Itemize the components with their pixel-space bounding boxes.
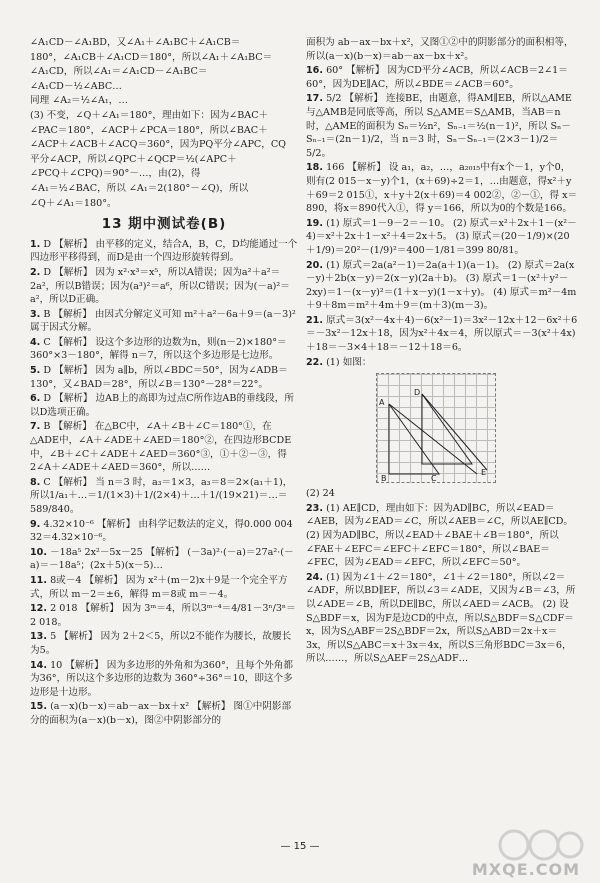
answer-item <box>306 64 578 91</box>
answer-item <box>306 92 578 160</box>
text-line: ∠A₁CD－∠A₁BD，又∠A₁＋∠A₁BC＋∠A₁CB＝ <box>30 37 241 48</box>
answer-item <box>30 630 298 657</box>
text-line: ∠Q＋∠A₁＝180°。 <box>30 197 117 209</box>
answer-text: 面积为 ab－ax－bx＋x²，又图①②中的阴影部分的面积相等，所以(a－x)(b－x)＝ab－ax－bx＋x²。 <box>306 37 574 62</box>
answer-item <box>30 546 298 573</box>
answer-number: 22. <box>306 356 323 368</box>
answer-number: 16. <box>306 65 323 77</box>
answer-number: 18. <box>306 162 323 174</box>
text-line: 平分∠ACP，所以∠QPC＋∠QCP＝½(∠APC＋ <box>30 153 237 165</box>
figure-label-c: C <box>431 474 437 484</box>
answer-item <box>306 502 578 570</box>
text-line: ∠A₁CD－½∠ABC… <box>30 80 122 92</box>
text-line: 180°，∠A₁CB＋∠A₁CD＝180°，所以∠A₁＋∠A₁BC＝ <box>30 51 273 63</box>
answer-item <box>30 238 298 265</box>
triangle-translation-diagram <box>377 374 495 482</box>
answer-text: D 【解析】 因为 x²·x³＝x⁵，所以A错误；因为a²＋a²＝2a²，所以B错误；因为(a³)²＝a⁶，所以C错误；因为(－a)²＝a²，所以D正确。 <box>30 266 290 306</box>
figure-label-a: A <box>379 398 385 408</box>
left-answer-list <box>30 238 298 728</box>
answer-item <box>30 700 298 727</box>
figure-label-b: B <box>381 474 387 484</box>
answer-item <box>30 364 298 391</box>
answer-text: 5 【解析】 因为 2＋2＜5，所以2不能作为腰长，故腰长为5。 <box>30 631 292 656</box>
text-line: 同理 ∠A₂＝½∠A₁，… <box>30 95 128 107</box>
answer-item <box>30 266 298 307</box>
answer-item <box>30 336 298 363</box>
figure-label-e: E <box>481 468 487 478</box>
answer-item <box>30 308 298 335</box>
answer-text: －18a⁵ 2x²－5x－25 【解析】 (－3a)²·(－a)＝27a²·(－a)＝－18a⁵；(2x＋5)(x－5)… <box>30 546 294 572</box>
answer-number: 24. <box>306 571 323 583</box>
left-column <box>30 36 298 729</box>
answer-number: 3. <box>30 308 41 320</box>
answer-number: 14. <box>30 659 47 671</box>
text-line: ∠ACP＋∠ACB＋∠ACQ＝360°，因为PQ平分∠APC，CQ <box>30 139 287 151</box>
figure-label-d: D <box>414 388 421 398</box>
watermark-text: MXQE.COM <box>471 860 580 879</box>
answer-item <box>30 518 298 545</box>
answer-item <box>30 476 298 517</box>
answer-text: 166 【解析】 设 a₁，a₂，…，a₂₀₁₅中有x个－1，y个0，则有(2 015－x－y)个1，(x＋69)÷2＝1，…由题意，得x²＋y＋69＝2 015①，x＋y＋2(x＋69)＝4 002②，②－①，得 x＝890，将x＝890代入①，得 y＝166，所以为0的个数是166。 <box>306 162 578 215</box>
answer-item <box>306 571 578 666</box>
text-line: (3) 不变，∠Q＋∠A₁＝180°，理由如下：因为∠BAC＋ <box>30 109 269 121</box>
right-answer-list-continued <box>306 487 578 666</box>
answer-item <box>306 161 578 215</box>
answer-number: 6. <box>30 393 41 405</box>
answer-text: 5/2 【解析】 连接BE，由题意，得AM∥EB，所以△AME与△AMB是同底等高，所以 S△AME＝S△AMB，当AB＝n时，△AME的面积为 Sₙ＝½n²，Sₙ₋₁＝½(n－1)²，所以 Sₙ－Sₙ₋₁＝(2n－1)/2，当 n＝3 时，Sₙ－Sₙ₋₁＝(2×3－1)/2＝5/2。 <box>306 93 572 159</box>
answer-item <box>30 420 298 474</box>
answer-text: D 【解析】 因为 a∥b，所以∠BDC＝50°，因为∠ADB＝130°，又∠BAD＝28°，所以∠B＝130°－28°＝22°。 <box>30 365 288 390</box>
answer-number: 2. <box>30 266 41 278</box>
answer-number: 9. <box>30 518 41 530</box>
grid-figure <box>376 373 496 483</box>
right-answer-list <box>306 36 578 369</box>
answer-number: 13. <box>30 631 47 643</box>
answer-text: 原式＝3(x²－4x＋4)－6(x²－1)＝3x²－12x＋12－6x²＋6＝－3x²－12x＋18，因为x²＋4x＝4，所以原式＝－3(x²＋4x)＋18＝－3×4＋18＝－12＋18＝6。 <box>306 314 578 354</box>
text-line: ∠PCQ＋∠CPQ)＝90°－…，由(2)，得 <box>30 168 201 180</box>
answer-text: (1) 原式＝1－9－2＝－10。 (2) 原式＝x²＋2x＋1－(x²－4)＝x²＋2x＋1－x²＋4＝2x＋5。 (3) 原式＝(20－1/9)×(20＋1/9)＝20²－(1/9)²＝400－1/81＝399 80/81。 <box>306 217 577 256</box>
answer-item <box>306 356 578 370</box>
answer-number: 12. <box>30 603 47 615</box>
answer-item <box>30 392 298 419</box>
answer-text: D 【解析】 由平移的定义，结合A，B，C，D均能通过一个四边形平移得到，而D是由一个四边形旋转得到。 <box>30 238 298 264</box>
answer-number: 8. <box>30 476 41 488</box>
answer-number: 15. <box>30 701 47 713</box>
answer-number: 19. <box>306 217 323 229</box>
answer-text: (1) AE∥CD，理由如下：因为AD∥BC，所以∠EAD＝∠AEB，因为∠EAD＝∠C，所以∠AEB＝∠C，所以AE∥CD。 (2) 因为AD∥BC，所以∠EAD＋∠BAE＋∠B＝180°，所以∠FAE＋∠EFC＝∠EFC＋∠EFC＝180°，所以∠BAE＝∠FEC，因为∠EAD＝∠EFC，所以∠EFC＝50°。 <box>306 502 573 569</box>
answer-text: (1) 因为∠1＋∠2＝180°，∠1＋∠2＝180°，所以∠2＝∠ADF，所以BD∥EF，所以∠3＝∠ADE，又因为∠B＝∠3，所以∠ADE＝∠B，所以DE∥BC，所以∠AED＝∠ACB。 (2) 设S△BDF＝x，因为F是边CD的中点，所以S△BDF＝S△CDF＝x，因为S△ABF＝2S△BDF＝2x，所以S△ABD＝2x＋x＝3x，所以S△ABC＝x＋3x＝4x，所以S三角形BDC＝3x＝6，所以……，所以S△AEF＝2S△ADF… <box>306 571 576 665</box>
answer-text: (1) 原式＝2a(a²－1)＝2a(a＋1)(a－1)。 (2) 原式＝2a(x－y)＋2b(x－y)＝2(x－y)(2a＋b)。 (3) 原式＝1－(x²＋y²－2xy)＝1－(x－y)²＝(1＋x－y)(1－x＋y)。 (4) 原式＝m²－4m＋9＋8m＝m²＋4m＋9＝(m＋3)(m－3)。 <box>306 259 577 312</box>
answer-number: 1. <box>30 238 41 250</box>
answer-text: (1) 如图： <box>326 356 372 368</box>
answer-number: 10. <box>30 546 47 558</box>
text-line: ∠A₁CD，所以∠A₁＝∠A₁CD－∠A₁BC＝ <box>30 66 208 78</box>
answer-number: 20. <box>306 259 323 271</box>
answer-text: B 【解析】 在△BC中，∠A＋∠B＋∠C＝180°①，在△ADE中，∠A＋∠ADE＋∠AED＝180°②，在四边形BCDE中，∠B＋∠C＋∠ADE＋∠AED＝360°③，①＋②－③，得2∠A＋∠ADE＋∠AED＝360°，所以…… <box>30 421 292 474</box>
answer-text: D 【解析】 边AB上的高即为过点C所作边AB的垂线段，所以D选项正确。 <box>30 393 294 418</box>
answer-text: C 【解析】 设这个多边形的边数为n，则(n－2)×180°＝360°×3－180°，解得 n＝7，所以这个多边形是七边形。 <box>30 336 287 362</box>
answer-number: 23. <box>306 502 323 514</box>
answer-number: 5. <box>30 365 41 377</box>
answer-text: (2) 24 <box>306 488 335 500</box>
answer-number: 11. <box>30 574 47 586</box>
answer-text: B 【解析】 由因式分解定义可知 m²＋a²－6a＋9＝(a－3)²属于因式分解。 <box>30 308 296 334</box>
answer-text: C 【解析】 当 n＝3 时，a₃＝1×3，a₃＝8＝2×(a₁＋1)，所以1/a₁＋…＝1/(1×3)＋1/(2×4)＋…＋1/(19×21)＝…＝589/840。 <box>30 476 293 515</box>
answer-text: 60° 【解析】 因为CD平分∠ACB，所以∠ACB＝2∠1＝60°，因为DE∥AC，所以∠BDE＝∠ACB＝60°。 <box>306 65 568 90</box>
answer-item <box>30 659 298 700</box>
answer-item <box>306 259 578 313</box>
answer-number: 17. <box>306 93 323 105</box>
answer-number: 4. <box>30 336 41 348</box>
answer-text: (a－x)(b－x)＝ab－ax－bx＋x² 【解析】 图①中阴影部分的面积为(a－x)(b－x)，图②中阴影部分的 <box>30 701 292 726</box>
text-line: ∠A₁＝½∠BAC，所以 ∠A₁＝2(180°－∠Q)，所以 <box>30 182 249 194</box>
answer-item <box>306 487 578 501</box>
right-column <box>306 36 578 667</box>
answer-text: 2 018 【解析】 因为 3ᵐ＝4，所以3ᵐ⁻⁴＝4/81－3ⁿ/3ⁿ＝2 018。 <box>30 603 296 628</box>
answer-item <box>30 574 298 601</box>
answer-item <box>306 217 578 258</box>
answer-text: 10 【解析】 因为多边形的外角和为360°，且每个外角都为36°，所以这个多边形的边数为 360°÷36°＝10，即这个多边形是十边形。 <box>30 659 293 698</box>
section-title: 13 期中测试卷(B) <box>101 216 227 233</box>
answer-item <box>306 314 578 355</box>
answer-item <box>30 602 298 629</box>
answer-text: 8或－4 【解析】 因为 x²＋(m－2)x＋9是一个完全平方式，所以 m－2＝±6，解得 m＝8或 m＝－4。 <box>30 574 288 600</box>
answer-number: 21. <box>306 314 323 326</box>
answer-item <box>306 36 578 63</box>
text-line: ∠PAC＝180°，∠ACP＋∠PCA＝180°，所以∠BAC＋ <box>30 124 268 136</box>
answer-number: 7. <box>30 421 41 433</box>
page-number: — 15 — <box>280 841 320 852</box>
left-top-block <box>30 36 298 210</box>
answer-text: 4.32×10⁻⁶ 【解析】 由科学记数法的定义，得0.000 004 32＝4.32×10⁻⁶。 <box>30 518 293 544</box>
